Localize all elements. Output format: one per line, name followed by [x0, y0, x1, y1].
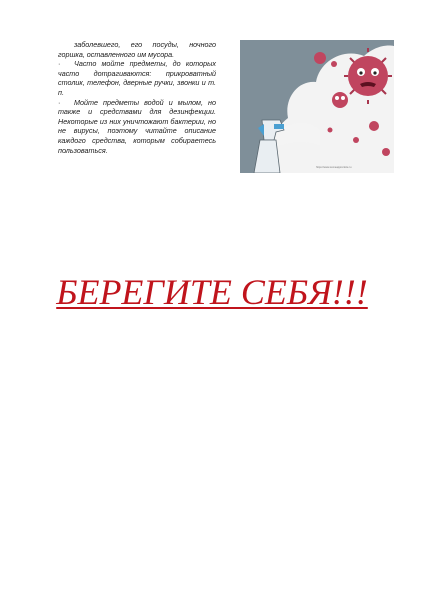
body-text	[58, 40, 216, 155]
virus-small-icon	[314, 52, 326, 64]
spray-bottle-virus-illustration	[240, 40, 394, 173]
paragraph-1-text: заболевшего, его посуды, ночного горшка, оставленного им мусора.	[58, 40, 216, 59]
paragraph-3-text: Мойте предметы водой и мылом, но также и средствами для дезинфекции. Некоторые из них уничтожают бактерии, но не вирусы, поэтому читайте описание каждого средства, которым собираетесь пользоваться.	[58, 97, 216, 155]
paragraph-2	[58, 59, 216, 97]
slogan-heading: БЕРЕГИТЕ СЕБЯ!!!	[56, 272, 368, 312]
paragraph-2-text: Часто мойте предметы, до которых часто дотрагиваются: прикроватный столик, телефон, дверные ручки, звонки и т. п.	[58, 59, 216, 97]
virus-small-icon	[353, 137, 359, 143]
illustration-caption: https://www.someapprentice.ru	[316, 166, 352, 169]
bullet-3: ·	[58, 97, 61, 107]
virus-small-icon	[382, 148, 390, 156]
virus-small-icon	[331, 61, 337, 67]
bullet-2: ·	[58, 59, 61, 69]
virus-small-icon	[328, 128, 333, 133]
paragraph-1	[58, 40, 216, 59]
virus-medium-icon	[332, 92, 348, 108]
virus-small-icon	[369, 121, 379, 131]
paragraph-3	[58, 98, 216, 156]
